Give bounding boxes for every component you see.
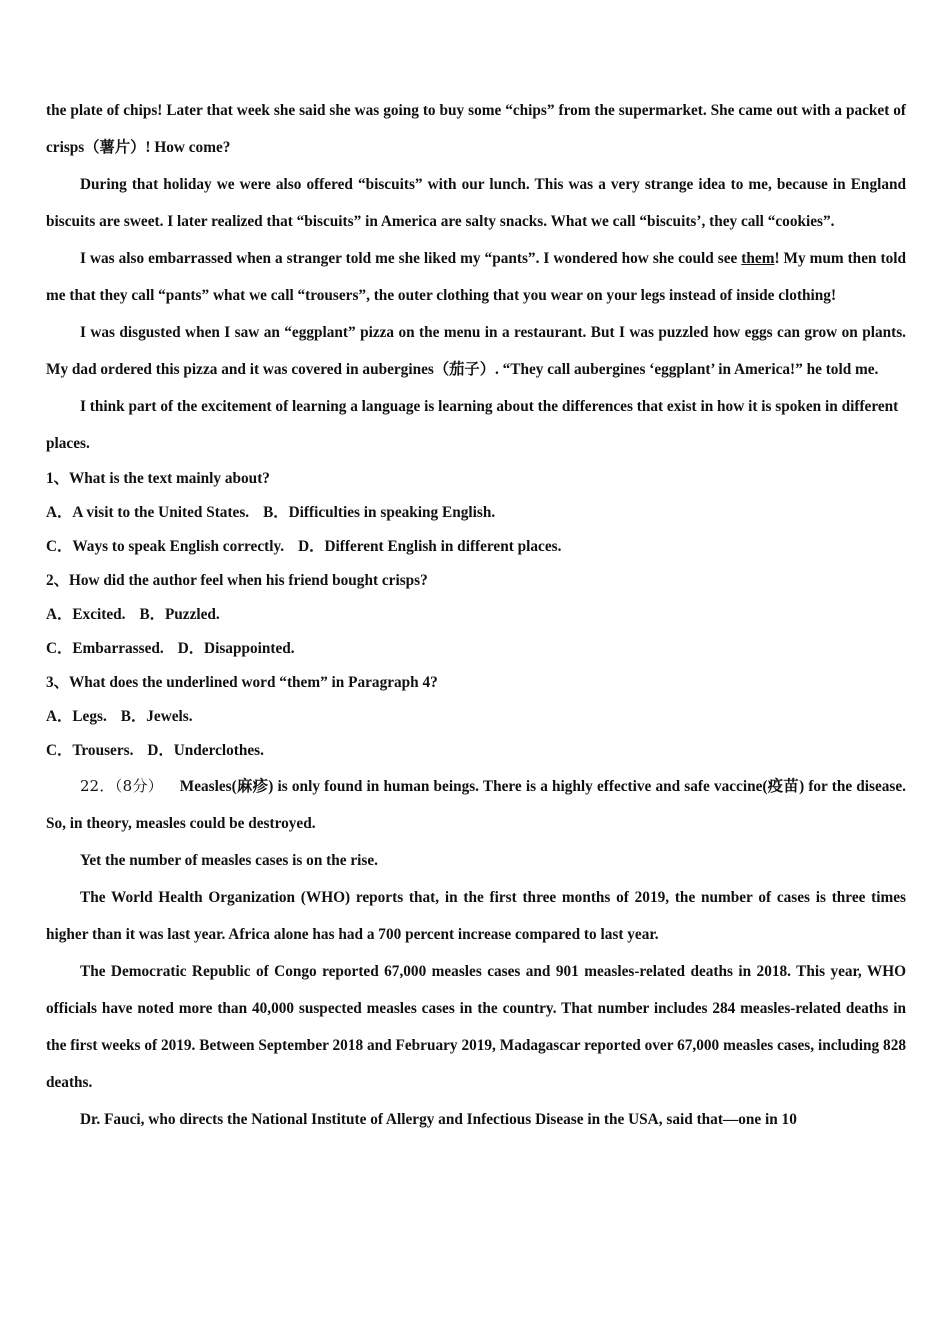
passage1-paragraph-4: I was disgusted when I saw an “eggplant” pizza on the menu in a restaurant. But I was puzzled how eggs can grow on plants. My dad ordered this pizza and it was covered in aubergines（茄子）. “They call aubergines ‘eggplant’ in America!” he told me. <box>46 324 906 378</box>
paragraph-3-text-after: ! My mum then told me that they call “pants” what we call “trousers”, the outer clothing that you wear on your legs instead of inside clothing! <box>46 250 906 304</box>
passage2-paragraph-1-text: Measles(麻疹) is only found in human beings. There is a highly effective and safe vaccine(疫苗) for the disease. So, in theory, measles could be destroyed. <box>46 778 906 832</box>
question-stem: 1、What is the text mainly about? <box>46 470 270 487</box>
option-a: A．Excited. <box>46 606 126 623</box>
option-d: D．Different English in different places. <box>298 538 562 555</box>
question-2 <box>46 564 906 666</box>
paragraph-3-text-before: I was also embarrassed when a stranger told me she liked my “pants”. I wondered how she could see <box>80 250 742 267</box>
passage1-paragraph-1: the plate of chips! Later that week she said she was going to buy some “chips” from the supermarket. She came out with a packet of crisps（薯片）! How come? <box>46 102 906 156</box>
option-d: D．Underclothes. <box>147 742 264 759</box>
option-b: B．Puzzled. <box>139 606 220 623</box>
option-row <box>46 496 906 530</box>
question-stem: 2、How did the author feel when his friend bought crisps? <box>46 572 428 589</box>
option-c: C．Trousers. <box>46 742 134 759</box>
option-b: B．Jewels. <box>120 708 193 725</box>
document-page <box>46 92 906 1138</box>
option-d: D．Disappointed. <box>177 640 295 657</box>
passage1-paragraph-2: During that holiday we were also offered “biscuits” with our lunch. This was a very strange idea to me, because in England biscuits are sweet. I later realized that “biscuits” in America are salty snacks. What we call “biscuits’, they call “cookies”. <box>46 176 906 230</box>
passage2-paragraph-5: Dr. Fauci, who directs the National Institute of Allergy and Infectious Disease in the USA, said that—one in 10 <box>80 1111 797 1128</box>
question-stem: 3、What does the underlined word “them” in Paragraph 4? <box>46 674 438 691</box>
option-a: A．A visit to the United States. <box>46 504 250 521</box>
passage2-paragraph-1 <box>46 768 906 842</box>
passage2-paragraph-4: The Democratic Republic of Congo reported 67,000 measles cases and 901 measles-related deaths in 2018. This year, WHO officials have noted more than 40,000 suspected measles cases in the country. That number includes 284 measles-related deaths in the first weeks of 2019. Between September 2018 and February 2019, Madagascar reported over 67,000 measles cases, including 828 deaths. <box>46 963 906 1091</box>
option-row <box>46 598 906 632</box>
option-row <box>46 700 906 734</box>
passage2-paragraph-2: Yet the number of measles cases is on the rise. <box>80 852 378 869</box>
underlined-word-them: them <box>741 250 775 267</box>
passage1-paragraph-3 <box>46 240 906 314</box>
question-22-label: 22．（8分） <box>80 777 164 795</box>
option-row <box>46 734 906 768</box>
passage1-paragraph-5: I think part of the excitement of learning a language is learning about the differences that exist in how it is spoken in different places. <box>46 398 899 452</box>
question-3 <box>46 666 906 768</box>
option-row <box>46 530 906 564</box>
option-a: A．Legs. <box>46 708 107 725</box>
passage2-paragraph-3: The World Health Organization (WHO) reports that, in the first three months of 2019, the number of cases is three times higher than it was last year. Africa alone has had a 700 percent increase compared to last year. <box>46 889 906 943</box>
question-1 <box>46 462 906 564</box>
option-c: C．Ways to speak English correctly. <box>46 538 285 555</box>
option-row <box>46 632 906 666</box>
option-b: B．Difficulties in speaking English. <box>263 504 496 521</box>
option-c: C．Embarrassed. <box>46 640 164 657</box>
